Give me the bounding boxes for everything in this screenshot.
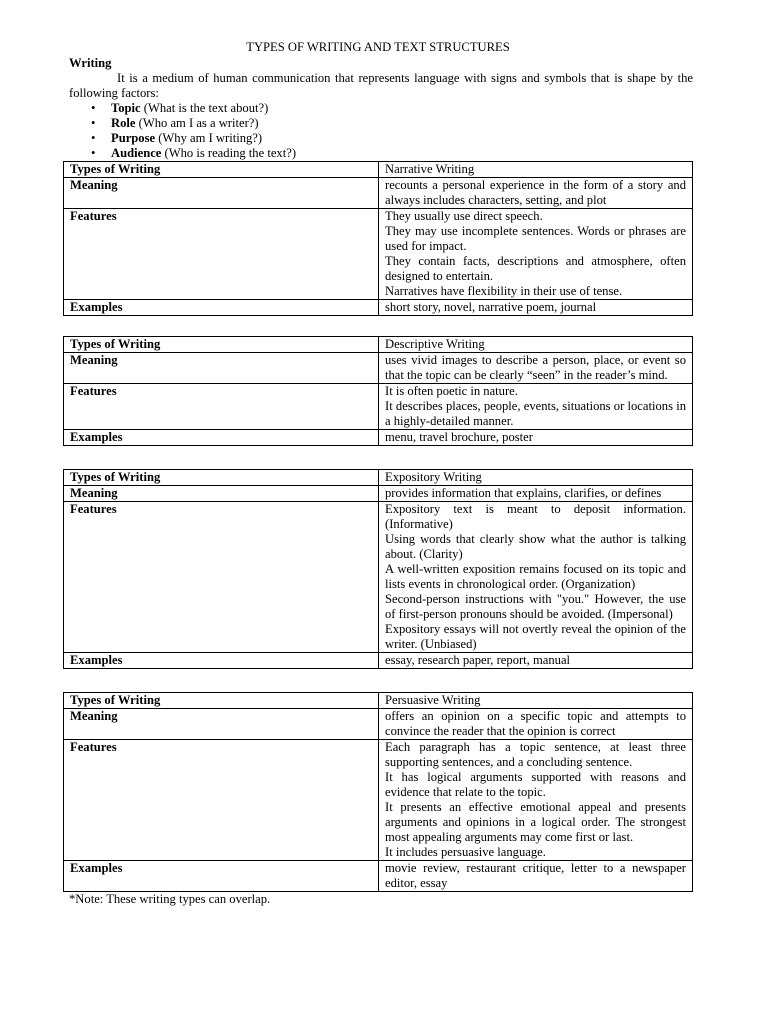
feature-line: It includes persuasive language. — [385, 845, 546, 859]
feature-line: Using words that clearly show what the author is talking about. (Clarity) — [385, 532, 686, 561]
row-label: Examples — [64, 300, 379, 316]
narrative-writing-table — [63, 161, 693, 316]
table-row — [64, 209, 693, 300]
row-label: Types of Writing — [64, 470, 379, 486]
factor-item — [91, 116, 693, 131]
table-row — [64, 337, 693, 353]
meaning-value: recounts a personal experience in the form of a story and always includes characters, setting, and plot — [379, 178, 693, 209]
factor-item — [91, 146, 693, 161]
row-label: Types of Writing — [64, 693, 379, 709]
feature-line: Expository text is meant to deposit information. (Informative) — [385, 502, 686, 531]
feature-line: Second-person instructions with "you." However, the use of first-person pronouns should be avoided. (Impersonal) — [385, 592, 686, 621]
descriptive-writing-table — [63, 336, 693, 446]
row-label: Features — [64, 384, 379, 430]
examples-value: menu, travel brochure, poster — [379, 430, 693, 446]
feature-line: It is often poetic in nature. — [385, 384, 518, 398]
spacer — [63, 316, 693, 336]
row-label: Meaning — [64, 178, 379, 209]
factor-term: Purpose — [111, 131, 156, 145]
factor-item — [91, 131, 693, 146]
factor-item — [91, 101, 693, 116]
document-page — [63, 38, 693, 907]
row-label: Features — [64, 740, 379, 861]
table-row — [64, 162, 693, 178]
table-row — [64, 709, 693, 740]
factor-desc: (Who is reading the text?) — [161, 146, 297, 160]
feature-line: Each paragraph has a topic sentence, at least three supporting sentences, and a concluding sentence. — [385, 740, 686, 769]
table-row — [64, 653, 693, 669]
table-row — [64, 861, 693, 892]
table-row — [64, 353, 693, 384]
features-value — [379, 384, 693, 430]
feature-line: Narratives have flexibility in their use of tense. — [385, 284, 623, 298]
feature-line: It presents an effective emotional appeal and presents arguments and opinions in a logical order. The strongest most appealing arguments may come first or last. — [385, 800, 686, 844]
intro-paragraph: It is a medium of human communication that represents language with signs and symbols that is shape by the following factors: — [69, 71, 693, 100]
row-label: Types of Writing — [64, 337, 379, 353]
table-row — [64, 740, 693, 861]
feature-line: Expository essays will not overtly reveal the opinion of the writer. (Unbiased) — [385, 622, 686, 651]
section-heading: Writing — [69, 56, 112, 70]
feature-line: It describes places, people, events, situations or locations in a highly-detailed manner. — [385, 399, 686, 428]
expository-writing-table — [63, 469, 693, 669]
row-label: Examples — [64, 430, 379, 446]
document-title: TYPES OF WRITING AND TEXT STRUCTURES — [246, 40, 510, 54]
factor-term: Topic — [111, 101, 141, 115]
row-label: Meaning — [64, 486, 379, 502]
footnote: *Note: These writing types can overlap. — [69, 892, 271, 906]
feature-line: It has logical arguments supported with reasons and evidence that relate to the topic. — [385, 770, 686, 799]
meaning-value: uses vivid images to describe a person, place, or event so that the topic can be clearly “seen” in the reader’s mind. — [379, 353, 693, 384]
examples-value: essay, research paper, report, manual — [379, 653, 693, 669]
features-value — [379, 502, 693, 653]
features-value — [379, 209, 693, 300]
meaning-value: provides information that explains, clarifies, or defines — [379, 486, 693, 502]
writing-type-value: Persuasive Writing — [379, 693, 693, 709]
table-row — [64, 178, 693, 209]
writing-type-value: Narrative Writing — [379, 162, 693, 178]
spacer — [63, 669, 693, 692]
table-row — [64, 430, 693, 446]
examples-value: short story, novel, narrative poem, journal — [379, 300, 693, 316]
row-label: Examples — [64, 861, 379, 892]
feature-line: They usually use direct speech. — [385, 209, 543, 223]
table-row — [64, 384, 693, 430]
table-row — [64, 486, 693, 502]
table-row — [64, 693, 693, 709]
factor-desc: (Why am I writing?) — [155, 131, 263, 145]
feature-line: They may use incomplete sentences. Words or phrases are used for impact. — [385, 224, 686, 253]
row-label: Meaning — [64, 709, 379, 740]
table-row — [64, 300, 693, 316]
factor-desc: (What is the text about?) — [140, 101, 269, 115]
spacer — [63, 446, 693, 469]
feature-line: A well-written exposition remains focused on its topic and lists events in chronological order. (Organization) — [385, 562, 686, 591]
writing-type-value: Expository Writing — [379, 470, 693, 486]
row-label: Features — [64, 502, 379, 653]
table-row — [64, 470, 693, 486]
row-label: Meaning — [64, 353, 379, 384]
meaning-value: offers an opinion on a specific topic and attempts to convince the reader that the opinion is correct — [379, 709, 693, 740]
persuasive-writing-table — [63, 692, 693, 892]
row-label: Examples — [64, 653, 379, 669]
factor-term: Audience — [111, 146, 162, 160]
examples-value: movie review, restaurant critique, letter to a newspaper editor, essay — [379, 861, 693, 892]
factor-list — [63, 101, 693, 161]
writing-type-value: Descriptive Writing — [379, 337, 693, 353]
factor-desc: (Who am I as a writer?) — [135, 116, 259, 130]
features-value — [379, 740, 693, 861]
feature-line: They contain facts, descriptions and atmosphere, often designed to entertain. — [385, 254, 686, 283]
table-row — [64, 502, 693, 653]
factor-term: Role — [111, 116, 136, 130]
row-label: Types of Writing — [64, 162, 379, 178]
row-label: Features — [64, 209, 379, 300]
